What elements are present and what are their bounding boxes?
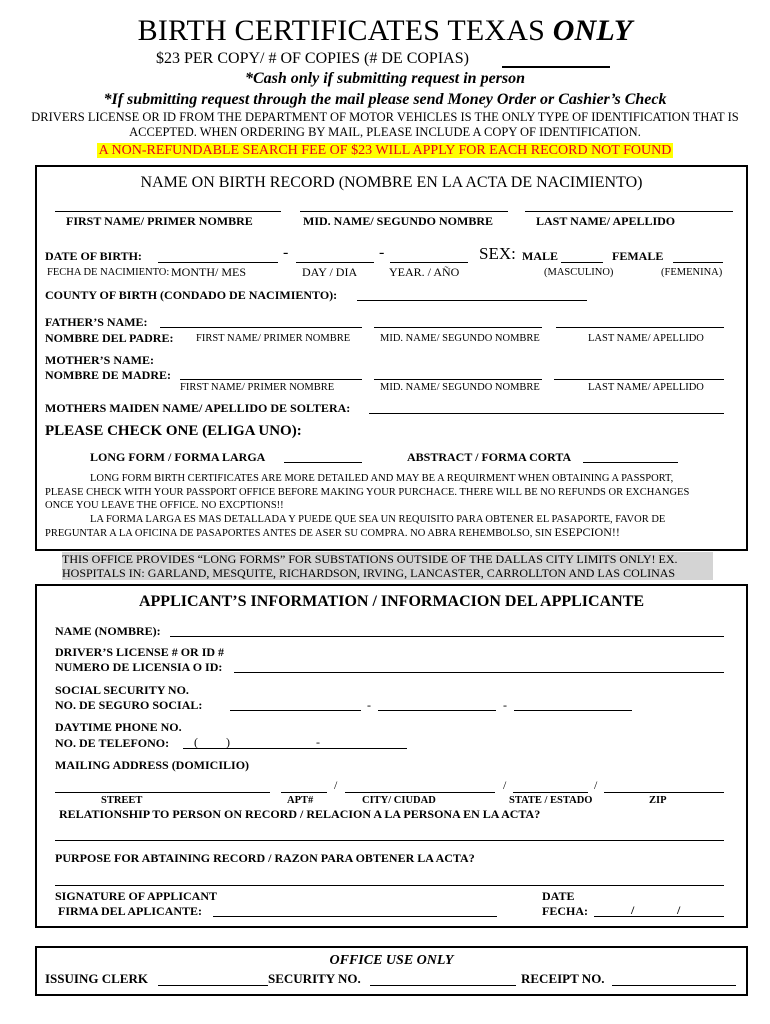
father-mid-field[interactable] xyxy=(374,327,542,328)
apt-caption: APT# xyxy=(287,795,314,806)
record-section-title: NAME ON BIRTH RECORD (NOMBRE EN LA ACTA DE NACIMIENTO) xyxy=(140,174,643,191)
applicant-name-label: NAME (NOMBRE): xyxy=(55,624,161,638)
purpose-field[interactable] xyxy=(55,885,724,886)
day-caption: DAY / DIA xyxy=(302,265,358,279)
mother-label-en: MOTHER’S NAME: xyxy=(45,353,154,367)
mother-last-caption: LAST NAME/ APELLIDO xyxy=(588,382,704,393)
form-title xyxy=(0,14,770,48)
check-one-label: PLEASE CHECK ONE (ELIGA UNO): xyxy=(45,423,302,439)
dl-label-2: NUMERO DE LICENSIA O ID: xyxy=(55,660,223,674)
es-note-1: LA FORMA LARGA ES MAS DETALLADA Y PUEDE QUE SEA UN REQUISITO PARA OBTENER EL PASAPORTE, FAVOR DE xyxy=(90,513,666,525)
ssn-field-3[interactable] xyxy=(514,710,632,711)
id-line-2: ACCEPTED. WHEN ORDERING BY MAIL, PLEASE INCLUDE A COPY OF IDENTIFICATION. xyxy=(129,125,641,139)
father-mid-caption: MID. NAME/ SEGUNDO NOMBRE xyxy=(380,333,540,344)
fee-notice-row xyxy=(0,141,770,159)
last-name-caption: LAST NAME/ APELLIDO xyxy=(536,214,676,228)
city-caption: CITY/ CIUDAD xyxy=(362,795,436,806)
male-field[interactable] xyxy=(561,262,603,263)
father-label-es: NOMBRE DEL PADRE: xyxy=(45,331,174,345)
state-caption: STATE / ESTADO xyxy=(509,795,593,806)
dob-day-field[interactable] xyxy=(296,262,374,263)
last-name-field[interactable] xyxy=(525,211,733,212)
addr-slash-2: / xyxy=(503,778,507,792)
relationship-field[interactable] xyxy=(55,840,724,841)
phone-label-1: DAYTIME PHONE NO. xyxy=(55,720,182,734)
long-note-2: PLEASE CHECK WITH YOUR PASSPORT OFFICE BEFORE MAKING YOUR PURCHACE. THERE WILL BE NO REFUNDS OR EXCHANGES xyxy=(45,486,690,498)
long-form-check[interactable] xyxy=(284,462,362,463)
father-last-caption: LAST NAME/ APELLIDO xyxy=(588,333,704,344)
phone-paren-close: ) xyxy=(226,735,230,749)
date-slash-1: / xyxy=(631,903,635,917)
dob-label: DATE OF BIRTH: xyxy=(45,249,142,263)
abstract-form-label: ABSTRACT / FORMA CORTA xyxy=(407,450,572,464)
receipt-no-label: RECEIPT NO. xyxy=(521,971,605,986)
femenina-caption: (FEMENINA) xyxy=(661,267,723,278)
applicant-section-title: APPLICANT’S INFORMATION / INFORMACION DEL APPLICANTE xyxy=(138,593,645,610)
first-name-caption: FIRST NAME/ PRIMER NOMBRE xyxy=(66,214,253,228)
notice-line-2: HOSPITALS IN: GARLAND, MESQUITE, RICHARDSON, IRVING, LANCASTER, CARROLLTON AND LAS COLINAS xyxy=(62,566,676,580)
date-slash-2: / xyxy=(677,903,681,917)
phone-label-2: NO. DE TELEFONO: xyxy=(55,736,170,750)
mother-first-field[interactable] xyxy=(180,379,362,380)
zip-field[interactable] xyxy=(604,792,724,793)
ssn-dash-1: - xyxy=(367,698,371,712)
addr-slash-1: / xyxy=(334,778,338,792)
issuing-clerk-label: ISSUING CLERK xyxy=(45,971,148,986)
mother-mid-caption: MID. NAME/ SEGUNDO NOMBRE xyxy=(380,382,540,393)
mother-label-es: NOMBRE DE MADRE: xyxy=(45,368,171,382)
signature-label-1: SIGNATURE OF APPLICANT xyxy=(55,889,218,903)
street-caption: STREET xyxy=(101,795,143,806)
title-text: BIRTH CERTIFICATES TEXAS xyxy=(137,14,553,47)
dob-dash-1: - xyxy=(283,244,289,261)
date-field[interactable] xyxy=(594,916,724,917)
mother-mid-field[interactable] xyxy=(374,379,542,380)
male-label: MALE xyxy=(522,249,558,263)
year-caption: YEAR. / AÑO xyxy=(389,265,460,279)
apt-field[interactable] xyxy=(281,792,327,793)
dl-label-1: DRIVER’S LICENSE # OR ID # xyxy=(55,645,225,659)
price-line: $23 PER COPY/ # OF COPIES (# DE COPIAS) xyxy=(156,50,469,67)
issuing-clerk-field[interactable] xyxy=(158,985,268,986)
state-field[interactable] xyxy=(513,792,588,793)
es-note-2a: PREGUNTAR A LA OFICINA DE PASAPORTES ANTES DE ASER SU COMPRA. NO ABRA REHEMBOLSO, SIN xyxy=(45,528,555,539)
sex-label: SEX: xyxy=(479,244,516,263)
id-requirement xyxy=(0,110,770,140)
father-first-field[interactable] xyxy=(160,327,362,328)
mid-name-caption: MID. NAME/ SEGUNDO NOMBRE xyxy=(303,214,494,228)
father-first-caption: FIRST NAME/ PRIMER NOMBRE xyxy=(196,333,351,344)
mother-last-field[interactable] xyxy=(554,379,724,380)
dl-field[interactable] xyxy=(234,672,724,673)
masculino-caption: (MASCULINO) xyxy=(544,267,614,278)
month-caption: MONTH/ MES xyxy=(171,265,247,279)
security-no-field[interactable] xyxy=(370,985,516,986)
dob-year-field[interactable] xyxy=(390,262,468,263)
fee-notice: A NON-REFUNDABLE SEARCH FEE OF $23 WILL APPLY FOR EACH RECORD NOT FOUND xyxy=(98,143,672,158)
ssn-field-2[interactable] xyxy=(378,710,496,711)
maiden-label: MOTHERS MAIDEN NAME/ APELLIDO DE SOLTERA: xyxy=(45,401,351,415)
ssn-field-1[interactable] xyxy=(230,710,361,711)
title-only: ONLY xyxy=(552,14,633,47)
mother-first-caption: FIRST NAME/ PRIMER NOMBRE xyxy=(180,382,335,393)
signature-field[interactable] xyxy=(213,916,497,917)
date-label-1: DATE xyxy=(542,889,575,903)
long-form-note xyxy=(45,472,745,541)
dob-dash-2: - xyxy=(379,244,385,261)
date-label-2: FECHA: xyxy=(542,904,588,918)
city-field[interactable] xyxy=(345,792,495,793)
street-field[interactable] xyxy=(55,792,270,793)
female-label: FEMALE xyxy=(612,249,664,263)
addr-slash-3: / xyxy=(594,778,598,792)
applicant-name-field[interactable] xyxy=(170,636,724,637)
abstract-form-check[interactable] xyxy=(583,462,678,463)
maiden-field[interactable] xyxy=(369,413,724,414)
ssn-dash-2: - xyxy=(503,698,507,712)
id-line-1: DRIVERS LICENSE OR ID FROM THE DEPARTMENT OF MOTOR VEHICLES IS THE ONLY TYPE OF IDENTIFICATION THAT IS xyxy=(31,110,739,124)
mail-line: *If submitting request through the mail please send Money Order or Cashier’s Check xyxy=(103,91,667,108)
father-last-field[interactable] xyxy=(556,327,724,328)
receipt-no-field[interactable] xyxy=(612,985,736,986)
dob-month-field[interactable] xyxy=(158,262,278,263)
signature-label-2: FIRMA DEL APLICANTE: xyxy=(58,904,203,918)
address-label: MAILING ADDRESS (DOMICILIO) xyxy=(55,758,250,772)
copies-field[interactable] xyxy=(502,66,610,68)
office-use-title: OFFICE USE ONLY xyxy=(329,953,454,968)
long-form-label: LONG FORM / FORMA LARGA xyxy=(90,450,266,464)
cash-line: *Cash only if submitting request in person xyxy=(244,70,526,87)
female-field[interactable] xyxy=(673,262,723,263)
ssn-label-1: SOCIAL SECURITY NO. xyxy=(55,683,189,697)
county-field[interactable] xyxy=(357,300,587,301)
security-no-label: SECURITY NO. xyxy=(268,971,361,986)
purpose-label: PURPOSE FOR ABTAINING RECORD / RAZON PARA OBTENER LA ACTA? xyxy=(55,851,475,865)
mid-name-field[interactable] xyxy=(300,211,508,212)
phone-dash: - xyxy=(316,735,320,749)
fecha-label: FECHA DE NACIMIENTO: xyxy=(47,267,170,278)
relationship-label: RELATIONSHIP TO PERSON ON RECORD / RELACION A LA PERSONA EN LA ACTA? xyxy=(59,807,541,821)
phone-paren-open: ( xyxy=(194,735,198,749)
zip-caption: ZIP xyxy=(649,795,667,806)
county-label: COUNTY OF BIRTH (CONDADO DE NACIMIENTO): xyxy=(45,288,338,302)
long-note-3: ONCE YOU LEAVE THE OFFICE. NO EXCPTIONS!! xyxy=(45,500,284,511)
first-name-field[interactable] xyxy=(55,211,281,212)
phone-field[interactable] xyxy=(183,748,407,749)
father-label-en: FATHER’S NAME: xyxy=(45,315,148,329)
notice-line-1: THIS OFFICE PROVIDES “LONG FORMS” FOR SUBSTATIONS OUTSIDE OF THE DALLAS CITY LIMITS ONLY! EX. xyxy=(62,552,678,566)
es-note-2b: ESEPCION!! xyxy=(554,525,620,539)
ssn-label-2: NO. DE SEGURO SOCIAL: xyxy=(55,698,203,712)
substation-notice xyxy=(62,552,713,580)
long-note-1: LONG FORM BIRTH CERTIFICATES ARE MORE DETAILED AND MAY BE A REQUIRMENT WHEN OBTAINING A PASSPORT, xyxy=(90,473,674,484)
